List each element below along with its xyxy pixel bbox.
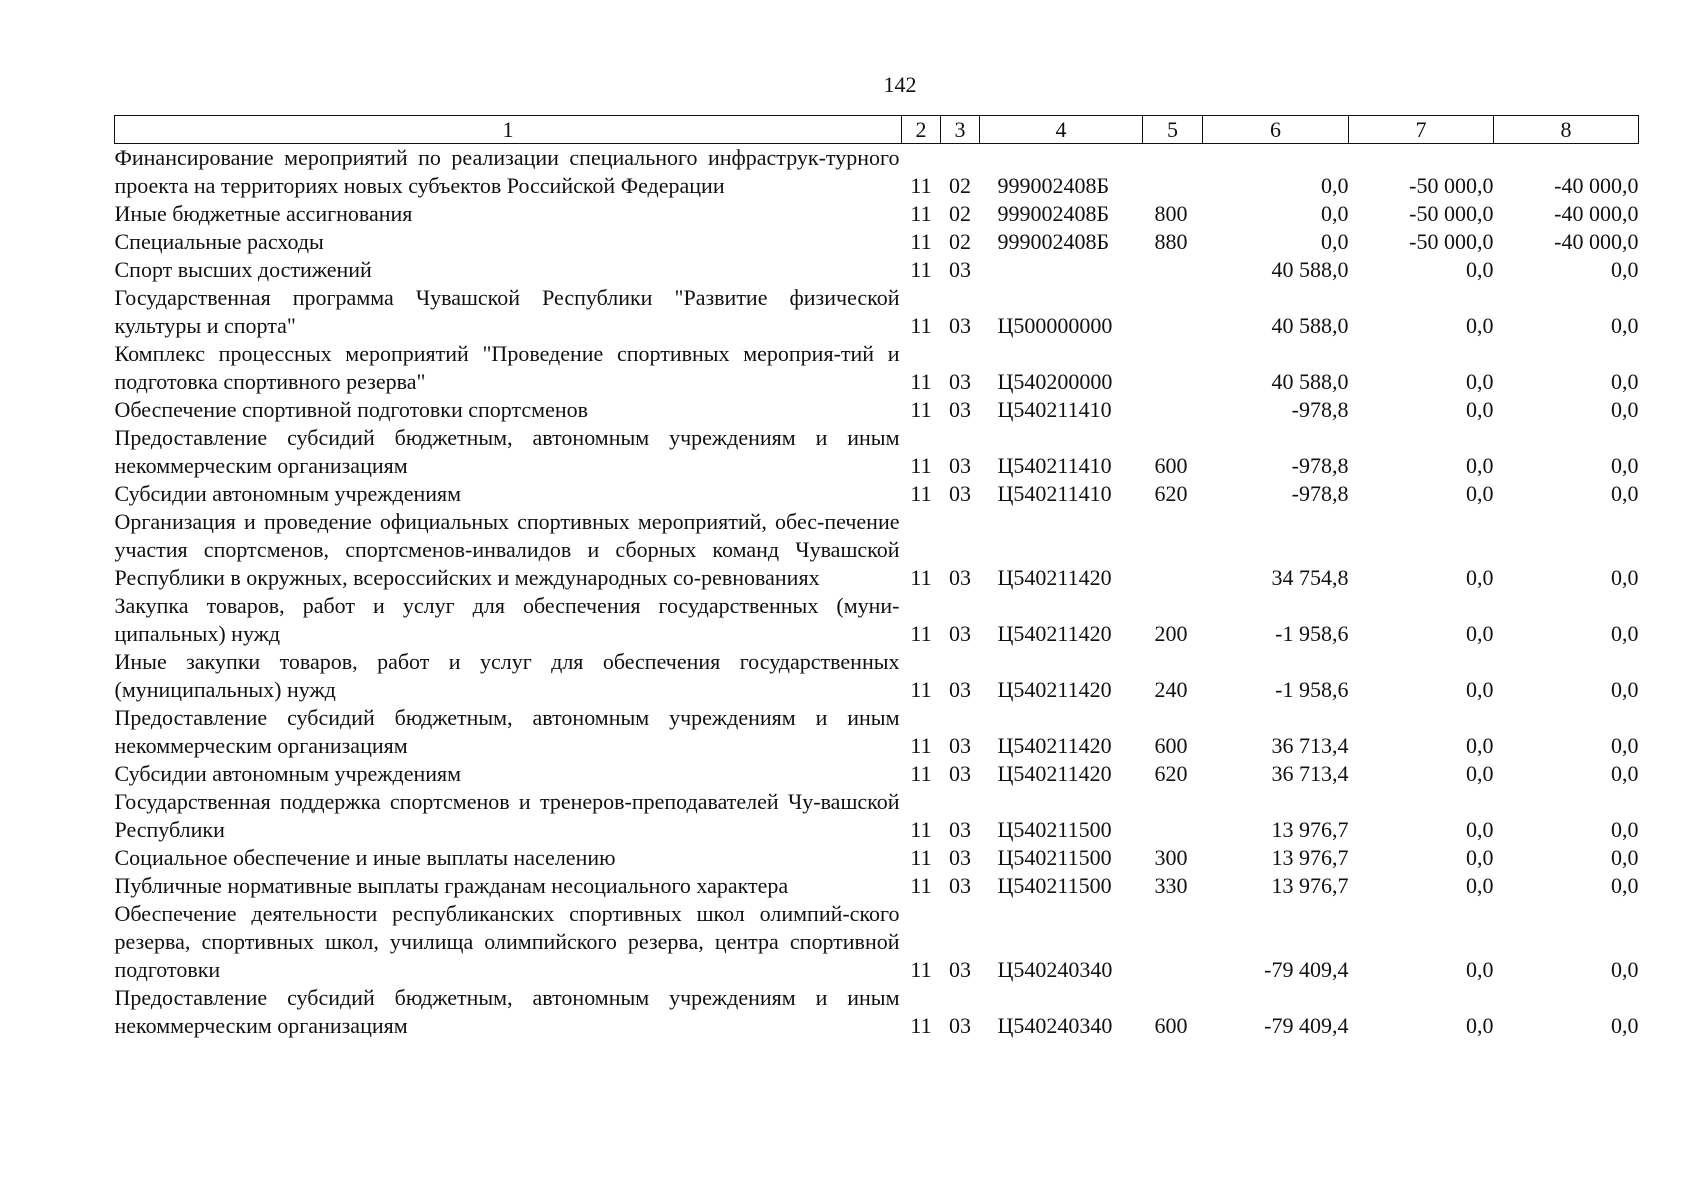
row-value-col7: 0,0	[1466, 481, 1494, 506]
row-subsection: 03	[949, 481, 971, 506]
row-expense-type	[1143, 508, 1203, 592]
table-row	[115, 704, 1639, 760]
column-number-header	[115, 116, 1639, 144]
row-value-col8: -40 000,0	[1554, 201, 1639, 226]
row-target-article	[980, 256, 1143, 284]
row-value-col8: 0,0	[1611, 565, 1639, 590]
table-row	[115, 480, 1639, 508]
row-value-col6: -1 958,6	[1275, 621, 1349, 646]
table-row	[115, 396, 1639, 424]
row-value-col6: 34 754,8	[1271, 565, 1349, 590]
row-value-col6: 13 976,7	[1271, 873, 1349, 898]
row-target-article: Ц500000000	[997, 313, 1113, 338]
row-expense-type: 200	[1154, 621, 1188, 646]
row-name: Иные бюджетные ассигнования	[114, 201, 413, 226]
header-cell: 6	[1203, 116, 1349, 144]
row-section: 11	[910, 173, 932, 198]
row-subsection: 03	[949, 817, 971, 842]
row-section: 11	[910, 621, 932, 646]
row-name: Государственная программа Чувашской Республики "Развитие физической культуры и спорта"	[114, 285, 900, 338]
row-name: Закупка товаров, работ и услуг для обеспечения государственных (муни-ципальных) нужд	[114, 593, 900, 646]
page-number: 142	[883, 72, 917, 97]
table-row	[115, 984, 1639, 1040]
row-name: Организация и проведение официальных спортивных мероприятий, обес-печение участия спортсменов, спортсменов-инвалидов и сборных команд Чувашской Республики в окружных, всероссийских и международных со-ревнованиях	[114, 509, 900, 590]
row-section: 11	[910, 1013, 932, 1038]
row-value-col6: 0,0	[1321, 229, 1349, 254]
row-name: Предоставление субсидий бюджетным, автономным учреждениям и иным некоммерческим организациям	[114, 425, 900, 478]
row-section: 11	[910, 565, 932, 590]
row-value-col8: 0,0	[1611, 1013, 1639, 1038]
row-value-col8: 0,0	[1611, 397, 1639, 422]
row-subsection: 02	[949, 201, 971, 226]
row-subsection: 03	[949, 453, 971, 478]
table-row	[115, 648, 1639, 704]
row-subsection: 03	[949, 369, 971, 394]
row-value-col7: 0,0	[1466, 733, 1494, 758]
row-section: 11	[910, 313, 932, 338]
row-expense-type	[1143, 396, 1203, 424]
row-expense-type: 600	[1154, 1013, 1188, 1038]
row-name: Специальные расходы	[114, 229, 324, 254]
row-target-article: Ц540211500	[997, 873, 1112, 898]
row-value-col6: 36 713,4	[1271, 761, 1349, 786]
row-target-article: Ц540211410	[997, 481, 1112, 506]
row-section: 11	[910, 229, 932, 254]
row-subsection: 03	[949, 313, 971, 338]
row-section: 11	[910, 677, 932, 702]
row-expense-type	[1143, 340, 1203, 396]
row-section: 11	[910, 453, 932, 478]
row-name: Финансирование мероприятий по реализации специального инфраструк-турного проекта на территориях новых субъектов Российской Федерации	[114, 145, 900, 198]
row-value-col8: 0,0	[1611, 733, 1639, 758]
row-section: 11	[910, 761, 932, 786]
row-expense-type	[1143, 144, 1203, 201]
row-section: 11	[910, 733, 932, 758]
row-value-col7: 0,0	[1466, 873, 1494, 898]
row-expense-type: 880	[1154, 229, 1188, 254]
header-cell: 2	[902, 116, 941, 144]
table-row	[115, 424, 1639, 480]
row-subsection: 02	[949, 229, 971, 254]
row-expense-type: 800	[1154, 201, 1188, 226]
table-row	[115, 144, 1639, 201]
row-value-col8: 0,0	[1611, 313, 1639, 338]
row-section: 11	[910, 201, 932, 226]
row-target-article: Ц540211420	[997, 621, 1112, 646]
row-value-col7: -50 000,0	[1409, 229, 1494, 254]
row-expense-type	[1143, 788, 1203, 844]
row-value-col7: 0,0	[1466, 677, 1494, 702]
row-name: Предоставление субсидий бюджетным, автономным учреждениям и иным некоммерческим организациям	[114, 705, 900, 758]
row-value-col8: 0,0	[1611, 761, 1639, 786]
row-value-col7: 0,0	[1466, 397, 1494, 422]
row-target-article: Ц540240340	[997, 957, 1113, 982]
row-expense-type: 240	[1154, 677, 1188, 702]
row-value-col7: 0,0	[1466, 621, 1494, 646]
row-value-col8: -40 000,0	[1554, 173, 1639, 198]
row-name: Предоставление субсидий бюджетным, автономным учреждениям и иным некоммерческим организациям	[114, 985, 900, 1038]
row-value-col6: 13 976,7	[1271, 845, 1349, 870]
row-value-col7: 0,0	[1466, 313, 1494, 338]
row-value-col8: 0,0	[1611, 621, 1639, 646]
row-target-article: Ц540211410	[997, 453, 1112, 478]
table-row	[115, 788, 1639, 844]
table-row	[115, 284, 1639, 340]
row-value-col8: 0,0	[1611, 257, 1639, 282]
row-value-col6: 40 588,0	[1271, 313, 1349, 338]
table-row	[115, 228, 1639, 256]
row-expense-type	[1143, 284, 1203, 340]
row-subsection: 02	[949, 173, 971, 198]
row-expense-type: 600	[1154, 733, 1188, 758]
row-subsection: 03	[949, 621, 971, 646]
row-value-col6: -79 409,4	[1264, 957, 1349, 982]
row-value-col6: -978,8	[1291, 397, 1349, 422]
row-target-article: Ц540211500	[997, 817, 1112, 842]
header-cell: 4	[980, 116, 1143, 144]
row-name: Субсидии автономным учреждениям	[114, 481, 462, 506]
row-value-col7: 0,0	[1466, 817, 1494, 842]
row-value-col6: 0,0	[1321, 173, 1349, 198]
row-value-col7: -50 000,0	[1409, 201, 1494, 226]
row-subsection: 03	[949, 397, 971, 422]
table-row	[115, 592, 1639, 648]
row-value-col6: 13 976,7	[1271, 817, 1349, 842]
row-section: 11	[910, 257, 932, 282]
table-body	[115, 144, 1639, 1041]
row-section: 11	[910, 817, 932, 842]
row-value-col7: -50 000,0	[1409, 173, 1494, 198]
row-name: Обеспечение спортивной подготовки спортсменов	[114, 397, 589, 422]
row-target-article: Ц540211420	[997, 733, 1112, 758]
row-value-col6: 36 713,4	[1271, 733, 1349, 758]
row-section: 11	[910, 397, 932, 422]
row-target-article: 999002408Б	[997, 201, 1110, 226]
row-value-col7: 0,0	[1466, 845, 1494, 870]
row-name: Субсидии автономным учреждениям	[114, 761, 462, 786]
row-subsection: 03	[949, 733, 971, 758]
row-subsection: 03	[949, 1013, 971, 1038]
row-value-col8: -40 000,0	[1554, 229, 1639, 254]
row-name: Иные закупки товаров, работ и услуг для обеспечения государственных (муниципальных) нужд	[114, 649, 900, 702]
row-value-col7: 0,0	[1466, 453, 1494, 478]
row-value-col7: 0,0	[1466, 565, 1494, 590]
row-subsection: 03	[949, 761, 971, 786]
row-value-col7: 0,0	[1466, 957, 1494, 982]
row-value-col7: 0,0	[1466, 761, 1494, 786]
row-subsection: 03	[949, 957, 971, 982]
table-row	[115, 900, 1639, 984]
table-row	[115, 340, 1639, 396]
row-expense-type: 620	[1154, 481, 1188, 506]
row-target-article: Ц540211410	[997, 397, 1112, 422]
row-name: Обеспечение деятельности республиканских спортивных школ олимпий-ского резерва, спортивных школ, училища олимпийского резерва, центра спортивной подготовки	[114, 901, 900, 982]
row-subsection: 03	[949, 565, 971, 590]
header-cell: 5	[1143, 116, 1203, 144]
row-value-col6: -978,8	[1291, 453, 1349, 478]
row-value-col6: 40 588,0	[1271, 257, 1349, 282]
row-name: Государственная поддержка спортсменов и тренеров-преподавателей Чу-вашской Республики	[114, 789, 900, 842]
row-target-article: Ц540211500	[997, 845, 1112, 870]
row-name: Социальное обеспечение и иные выплаты населению	[114, 845, 616, 870]
row-subsection: 03	[949, 873, 971, 898]
row-target-article: Ц540200000	[997, 369, 1113, 394]
row-value-col8: 0,0	[1611, 481, 1639, 506]
row-value-col7: 0,0	[1466, 1013, 1494, 1038]
row-value-col7: 0,0	[1466, 369, 1494, 394]
row-value-col6: -79 409,4	[1264, 1013, 1349, 1038]
row-value-col6: -978,8	[1291, 481, 1349, 506]
table-row	[115, 200, 1639, 228]
header-cell: 1	[115, 116, 902, 144]
row-expense-type	[1143, 256, 1203, 284]
row-name: Комплекс процессных мероприятий "Проведение спортивных мероприя-тий и подготовка спортивного резерва"	[114, 341, 900, 394]
row-value-col8: 0,0	[1611, 873, 1639, 898]
header-cell: 3	[941, 116, 980, 144]
row-section: 11	[910, 873, 932, 898]
row-expense-type: 330	[1154, 873, 1188, 898]
row-name: Публичные нормативные выплаты гражданам несоциального характера	[114, 873, 789, 898]
budget-table	[114, 115, 1639, 1040]
table-row	[115, 256, 1639, 284]
row-value-col8: 0,0	[1611, 957, 1639, 982]
row-target-article: Ц540240340	[997, 1013, 1113, 1038]
row-target-article: 999002408Б	[997, 173, 1110, 198]
row-section: 11	[910, 369, 932, 394]
row-value-col8: 0,0	[1611, 453, 1639, 478]
row-expense-type: 620	[1154, 761, 1188, 786]
row-target-article: 999002408Б	[997, 229, 1110, 254]
row-expense-type: 300	[1154, 845, 1188, 870]
header-cell: 7	[1349, 116, 1494, 144]
row-value-col7: 0,0	[1466, 257, 1494, 282]
header-cell: 8	[1494, 116, 1639, 144]
row-name: Спорт высших достижений	[114, 257, 372, 282]
row-expense-type: 600	[1154, 453, 1188, 478]
row-target-article: Ц540211420	[997, 761, 1112, 786]
row-target-article: Ц540211420	[997, 565, 1112, 590]
row-subsection: 03	[949, 845, 971, 870]
row-value-col8: 0,0	[1611, 845, 1639, 870]
row-value-col8: 0,0	[1611, 677, 1639, 702]
row-section: 11	[910, 957, 932, 982]
row-value-col6: 0,0	[1321, 201, 1349, 226]
row-value-col6: 40 588,0	[1271, 369, 1349, 394]
row-value-col6: -1 958,6	[1275, 677, 1349, 702]
row-target-article: Ц540211420	[997, 677, 1112, 702]
row-value-col8: 0,0	[1611, 369, 1639, 394]
row-subsection: 03	[949, 677, 971, 702]
row-expense-type	[1143, 900, 1203, 984]
row-subsection: 03	[949, 257, 971, 282]
row-section: 11	[910, 845, 932, 870]
table-row	[115, 872, 1639, 900]
table-row	[115, 844, 1639, 872]
row-value-col8: 0,0	[1611, 817, 1639, 842]
table-row	[115, 508, 1639, 592]
row-section: 11	[910, 481, 932, 506]
table-row	[115, 760, 1639, 788]
